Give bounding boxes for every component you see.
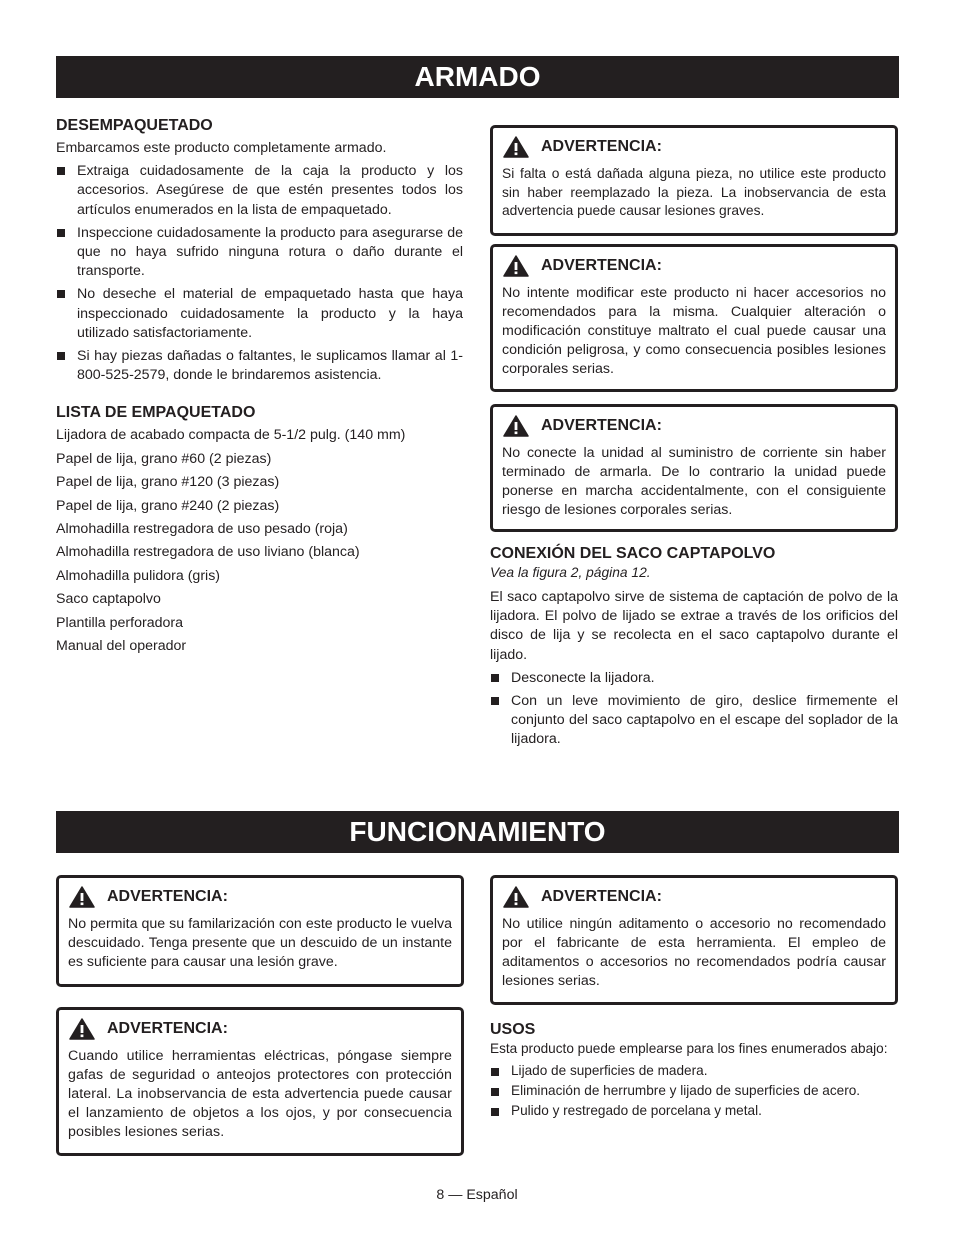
list-item: Si hay piezas dañadas o faltantes, le suplicamos llamar al 1-800-525-2579, donde le brindaremos asistencia. xyxy=(56,347,463,385)
warning-body: No intente modificar este producto ni hacer accesorios no recomendados para la misma. Cualquier alteración o modificación constituye maltrato el cual puede causar una condición peligrosa, y como consecuencia posibles lesiones corporales serias. xyxy=(502,285,886,377)
list-item: Papel de lija, grano #240 (2 piezas) xyxy=(56,497,280,514)
warning-triangle-icon xyxy=(69,1018,95,1040)
warning-title: ADVERTENCIA: xyxy=(541,257,662,274)
warning-title: ADVERTENCIA: xyxy=(107,1020,228,1037)
warning-title: ADVERTENCIA: xyxy=(541,417,662,434)
packing-list xyxy=(56,426,463,656)
list-item: Almohadilla restregadora de uso liviano (blanca) xyxy=(56,544,360,561)
warning-box-accessories xyxy=(490,875,898,1005)
warning-title: ADVERTENCIA: xyxy=(541,138,662,155)
warning-box-safety-glasses xyxy=(56,1007,464,1156)
heading-desempaquetado: DESEMPAQUETADO xyxy=(56,117,213,134)
warning-triangle-icon xyxy=(503,255,529,277)
list-item: Lijado de superficies de madera. xyxy=(490,1063,898,1080)
page-footer: 8 — Español xyxy=(436,1187,518,1203)
list-item: Pulido y restregado de porcelana y metal. xyxy=(490,1103,898,1120)
warning-body: No conecte la unidad al suministro de corriente sin haber terminado de armarla. De lo contrario la unidad puede ponerse en marcha accidentalmente, con el consiguiente riesgo de lesiones corporales serias. xyxy=(502,445,886,518)
intro-desempaquetado: Embarcamos este producto completamente armado. xyxy=(56,140,387,156)
warning-body: No permita que su familarización con este producto le vuelva descuidado. Tenga presente que un descuido de un instante es suficiente para causar una lesión grave. xyxy=(68,916,452,970)
warning-title: ADVERTENCIA: xyxy=(107,888,228,905)
list-item: Plantilla perforadora xyxy=(56,614,183,631)
warning-body: Cuando utilice herramientas eléctricas, póngase siempre gafas de seguridad o anteojos protectores con protección lateral. La inobservancia de esta advertencia puede causar el lanzamiento de objetos a los ojos, y por consecuencia posibles lesiones serias. xyxy=(68,1048,452,1140)
section-banner-armado: ARMADO xyxy=(56,56,899,98)
list-item: Papel de lija, grano #120 (3 piezas) xyxy=(56,474,280,491)
list-item: Eliminación de herrumbre y lijado de superficies de acero. xyxy=(490,1083,898,1100)
usos-intro: Esta producto puede emplearse para los fines enumerados abajo: xyxy=(490,1041,888,1056)
conexion-body: El saco captapolvo sirve de sistema de captación de polvo de la lijadora. El polvo de lijado se extrae a través de los orificios del disco de lija y se recolecta en el saco captapolvo durante el lijado. xyxy=(490,589,898,663)
list-item: Inspeccione cuidadosamente la producto para asegurarse de que no haya sufrido ninguna rotura o daño durante el transporte. xyxy=(56,224,463,282)
list-item: Desconecte la lijadora. xyxy=(490,669,898,688)
figure-reference: Vea la figura 2, página 12. xyxy=(490,565,651,580)
heading-lista-empaquetado: LISTA DE EMPAQUETADO xyxy=(56,404,256,422)
bullet-list-desempaquetado xyxy=(56,162,463,385)
warning-triangle-icon xyxy=(503,136,529,158)
section-banner-funcionamiento: FUNCIONAMIENTO xyxy=(56,811,899,853)
list-item: Almohadilla restregadora de uso pesado (roja) xyxy=(56,521,348,537)
list-item: No deseche el material de empaquetado hasta que haya inspeccionado cuidadosamente la producto y la haya utilizado satisfactoriamente. xyxy=(56,285,463,343)
section-usos xyxy=(490,1021,898,1123)
heading-usos: USOS xyxy=(490,1021,536,1038)
warning-box-familiarity xyxy=(56,875,464,987)
list-item: Extraiga cuidadosamente de la caja la producto y los accesorios. Asegúrese de que estén presentes todos los artículos enumerados en la lista de empaquetado. xyxy=(56,162,463,220)
list-item: Lijadora de acabado compacta de 5-1/2 pulg. (140 mm) xyxy=(56,427,406,444)
left-column-armado xyxy=(56,117,463,660)
warning-triangle-icon xyxy=(69,886,95,908)
bullet-list-conexion xyxy=(490,669,898,750)
warning-box-modification xyxy=(490,244,898,392)
list-item: Manual del operador xyxy=(56,637,187,654)
warning-box-power-connection xyxy=(490,404,898,532)
list-item: Con un leve movimiento de giro, deslice firmemente el conjunto del saco captapolvo en el escape del soplador de la lijadora. xyxy=(490,692,898,750)
heading-conexion: CONEXIÓN DEL SACO CAPTAPOLVO xyxy=(490,545,776,562)
warning-title: ADVERTENCIA: xyxy=(541,888,662,905)
warning-body: Si falta o está dañada alguna pieza, no utilice este producto sin haber reemplazado la pieza. La inobservancia de esta advertencia puede causar lesiones graves. xyxy=(502,166,886,218)
warning-triangle-icon xyxy=(503,415,529,437)
list-item: Almohadilla pulidora (gris) xyxy=(56,567,221,584)
warning-body: No utilice ningún aditamento o accesorio no recomendado por el fabricante de esta herramienta. El empleo de aditamentos o accesorios no recomendados podría causar lesiones serias. xyxy=(502,916,886,989)
section-conexion-saco xyxy=(490,545,898,754)
warning-box-missing-parts xyxy=(490,125,898,236)
warning-triangle-icon xyxy=(503,886,529,908)
bullet-list-usos xyxy=(490,1063,898,1120)
list-item: Papel de lija, grano #60 (2 piezas) xyxy=(56,450,272,467)
list-item: Saco captapolvo xyxy=(56,591,161,608)
